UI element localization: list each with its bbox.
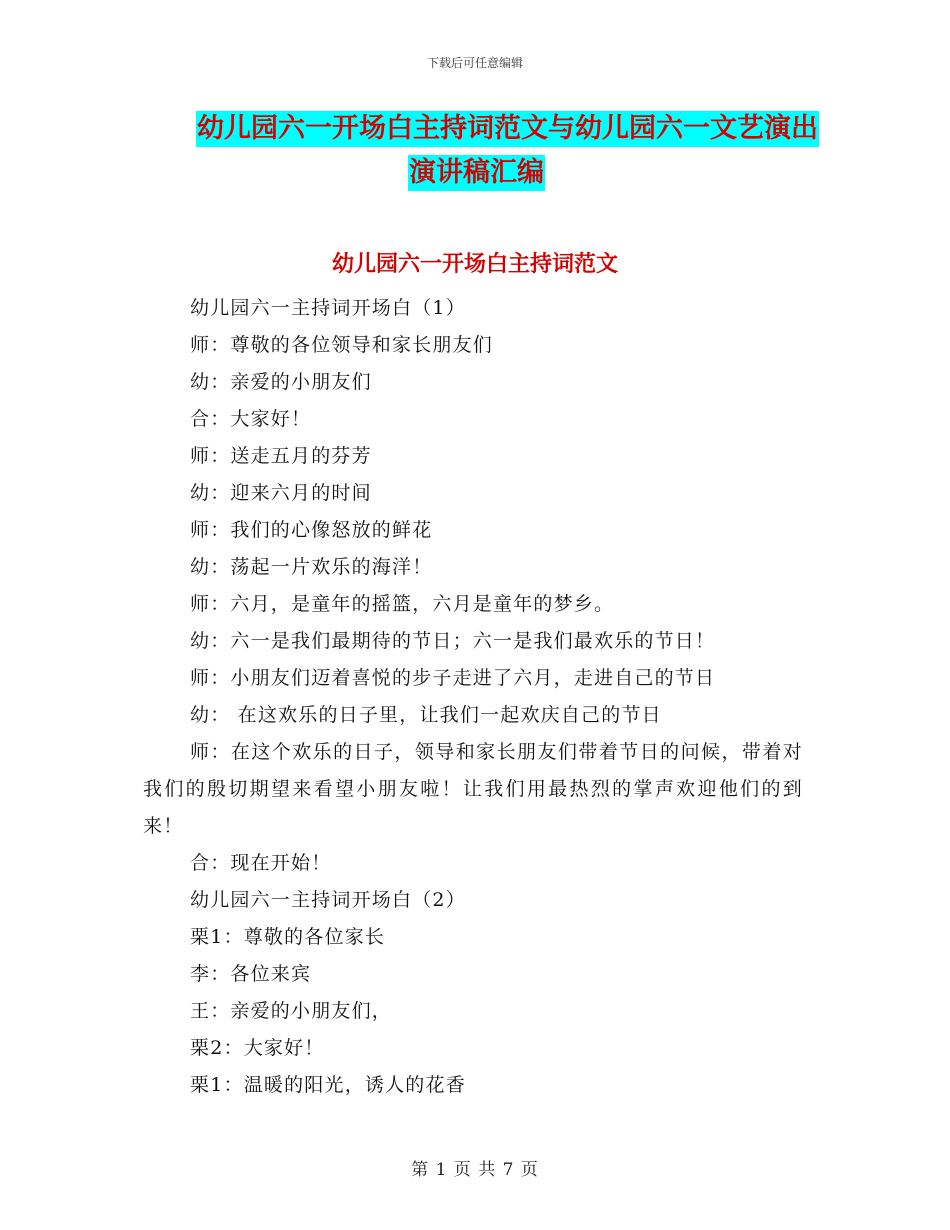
paragraph: 师：我们的心像怒放的鲜花 — [190, 519, 433, 541]
paragraph: 李：各位来宾 — [190, 963, 312, 985]
section-subtitle: 幼儿园六一开场白主持词范文 — [331, 251, 618, 277]
paragraph: 幼儿园六一主持词开场白（1） — [190, 297, 466, 319]
paragraph: 栗1：尊敬的各位家长 — [190, 926, 386, 948]
document-title-line-2: 演讲稿汇编 — [408, 155, 545, 191]
paragraph: 合：现在开始！ — [190, 852, 332, 874]
paragraph: 师：送走五月的芬芳 — [190, 445, 372, 467]
header-note: 下载后可任意编辑 — [426, 56, 523, 70]
paragraph: 师：尊敬的各位领导和家长朋友们 — [190, 334, 494, 356]
paragraph: 栗2：大家好！ — [190, 1037, 325, 1059]
document-body — [143, 290, 803, 1104]
document-title-line-1: 幼儿园六一开场白主持词范文与幼儿园六一文艺演出 — [196, 111, 819, 147]
paragraph: 王：亲爱的小朋友们， — [190, 1000, 393, 1022]
paragraph: 幼：荡起一片欢乐的海洋！ — [190, 556, 433, 578]
paragraph: 师：小朋友们迈着喜悦的步子走进了六月，走进自己的节日 — [190, 667, 716, 689]
paragraph: 师：六月，是童年的摇篮，六月是童年的梦乡。 — [190, 593, 615, 615]
page-footer: 第 1 页 共 7 页 — [411, 1160, 539, 1180]
paragraph: 幼：六一是我们最期待的节日；六一是我们最欢乐的节日！ — [190, 630, 716, 652]
paragraph: 合：大家好！ — [190, 408, 312, 430]
paragraph: 师：在这个欢乐的日子，领导和家长朋友们带着节日的问候，带着对我们的殷切期望来看望小朋友啦！让我们用最热烈的掌声欢迎他们的到来！ — [143, 741, 803, 837]
paragraph: 幼： 在这欢乐的日子里，让我们一起欢庆自己的节日 — [190, 704, 662, 726]
paragraph: 幼：迎来六月的时间 — [190, 482, 372, 504]
paragraph: 幼：亲爱的小朋友们 — [190, 371, 372, 393]
paragraph: 栗1：温暖的阳光，诱人的花香 — [190, 1074, 466, 1096]
paragraph: 幼儿园六一主持词开场白（2） — [190, 889, 466, 911]
